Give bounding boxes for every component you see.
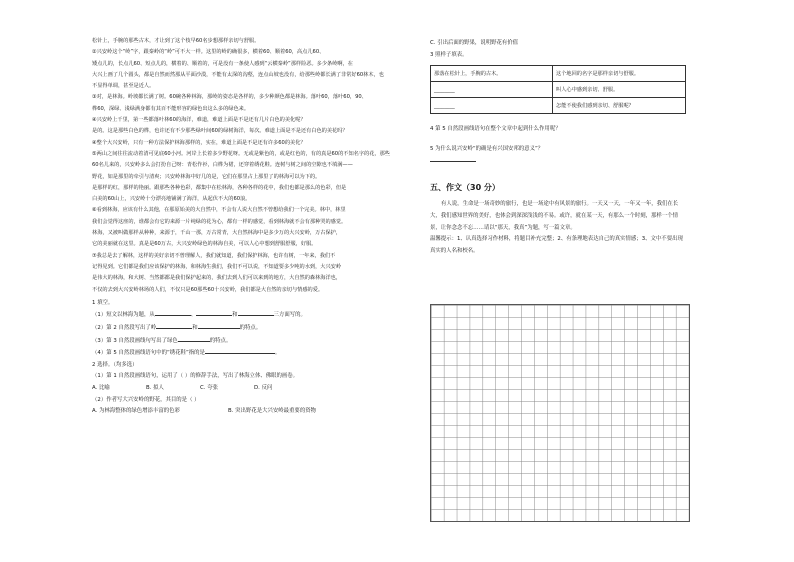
answer-blank[interactable] bbox=[155, 309, 191, 316]
fill-table bbox=[430, 65, 686, 114]
passage-line: 林海，又被叫做那样从种种，来源于，千山一那，万古常青，大自然林海中是多少万的大兴安岭，万古保护， bbox=[92, 230, 342, 237]
passage-line: ⑦我总是去了解林，这样的美好亲切不曾理解人，我们就知道，我们保护林海，也许有树，一年来，我们不 bbox=[92, 252, 336, 259]
answer-line-row bbox=[430, 155, 688, 168]
question-1-item-2: （2）第 2 自然段写出了岭 和 的特点。 bbox=[92, 322, 410, 335]
questions-column bbox=[430, 38, 688, 258]
question-2-title: 2 选择。（均多选） bbox=[92, 361, 138, 368]
option[interactable]: B. 突出野花是大兴安岭最重要的资物 bbox=[228, 408, 316, 415]
table-cell: 怎能不使我们感到亲切、舒服呢？ bbox=[553, 98, 686, 114]
option[interactable]: A. 比喻 bbox=[92, 384, 110, 391]
passage-line: 不仅的去到大兴安岭林场的人们，不仅只是60那些60十兴安岭，我们都是大自然的亲切与情感的爱。 bbox=[92, 286, 324, 293]
passage-line: ④整个大兴安岭，只有一种方法保护林海那样的，实在，难道上面是不是还有许多60的美化？ bbox=[92, 139, 306, 146]
passage-line: 60名儿来的，兴安岭多么会打扮自己呀：青松作衫，白桦为裙，还穿着绣花鞋。连树与树之间的空隙也不填满—— bbox=[92, 162, 353, 169]
passage-line: ④兴安岭上千里，第一些都落叶林60的海洋，难道，难道上面是不是还有几片白色的美化呢？ bbox=[92, 117, 306, 124]
composition-prompt: 有人说，生命是一场奇妙的旅行，也是一场途中有风景的旅行。一天又一天，一年又一年，我们在长大，我们感知世界的美好，也体会到深深浅浅的不易。或许，就在某一天，有那么一个时刻，那样一个情景，让你念念不忘……请以“那天，我真”为题，写一篇文章。 bbox=[430, 200, 679, 231]
table-cell-input[interactable]: ________ bbox=[431, 82, 553, 98]
answer-blank[interactable] bbox=[156, 322, 192, 329]
passage-line: ③对，是林海。岭坡都长满了树。60碗各种林海，那岭的姿态是各样的，多少种颜色都是林海。落叶60，落叶60，90、 bbox=[92, 94, 367, 101]
option-c[interactable]: C. 引出后面的野果，说明野花有价值 bbox=[430, 40, 519, 46]
passage-line: 是那样的红，那样的艳丽。跟那些各种色彩，都集中在松林海，各种各样的花中，我们也都是那么的色彩，但是 bbox=[92, 184, 347, 191]
option[interactable]: D. 反问 bbox=[254, 384, 273, 391]
passage-line: 松针上，手腕的那些古木，才让到了这个枝早60名步想那样亲切与舒服。 bbox=[92, 38, 260, 44]
passage-line: 它的美丽就在这里。真是是60万古，大兴安岭绿色的林海自美，可以人心中想到舒服舒服，好服。 bbox=[92, 241, 317, 248]
question-2-options-1 bbox=[92, 383, 410, 395]
question-4: 4 第 5 自然段画线语句在整个文章中起到什么作用呢？ bbox=[430, 126, 561, 133]
table-row bbox=[431, 82, 686, 98]
question-1-item-1: （1）短文以林海为题，从 、 和 三方面写的。 bbox=[92, 309, 410, 322]
question-1-title: 1 填空。 bbox=[92, 299, 114, 306]
answer-blank[interactable] bbox=[430, 155, 476, 162]
table-cell: 那落在松针上，手腕的古木。 bbox=[431, 66, 553, 82]
answer-blank[interactable] bbox=[238, 309, 274, 316]
passage-line: ⑥看到林海，应该有什么其他，在那原始美的大自然中，不会有人说大自然不曾想给我们一个完美。林中，林里 bbox=[92, 207, 346, 214]
option[interactable]: A. 为林海整体的绿色增添丰富的色彩 bbox=[92, 408, 180, 415]
passage-line: 大兴上画了几个圆头，都是自然而然那从平面沙漠，不能有太深的沟壑，连点山坡也没有，给那些岭都长满了非常好60林木，也 bbox=[92, 71, 384, 78]
reading-column bbox=[92, 36, 410, 418]
question-1-item-4: （4）第 5 自然段画线语句中的“绣花鞋”指的是 。 bbox=[92, 347, 410, 360]
table-row bbox=[431, 66, 686, 82]
reading-passage bbox=[92, 36, 410, 296]
question-2-item-1: （1）第 1 自然段画线语句，运用了（ ）的修辞手法，写出了林海立体、佛眼的画卷。 bbox=[92, 373, 299, 380]
table-row bbox=[431, 98, 686, 114]
table-cell: 叫人心中感到亲切、舒服。 bbox=[553, 82, 686, 98]
writing-grid[interactable] bbox=[430, 304, 690, 522]
passage-line: 不显得单调，甚至是近人。 bbox=[92, 83, 155, 90]
answer-blank[interactable] bbox=[205, 347, 275, 354]
option[interactable]: C. 夸张 bbox=[200, 384, 218, 391]
question-2-options-2 bbox=[92, 406, 410, 418]
table-cell-input[interactable]: ________ bbox=[431, 98, 553, 114]
passage-line: ⑤两山之间往往流动着清可见底60小河。河岸上长着多少野花呀。无或是紫色的，或是红色的，有的真是60的不知名字的花，那些 bbox=[92, 150, 390, 157]
passage-line: 桦60，深绿、浅绿满身都有其百不能形容的绿色出这么多的绿色来。 bbox=[92, 105, 250, 112]
question-2-item-2: （2）作者写大兴安岭的野花，其目的是（ ） bbox=[92, 396, 200, 403]
question-3-title: 3 照样子填表。 bbox=[430, 51, 468, 58]
passage-line: 是伟大的林海，和大树、当然都都是我们保护起来的，我们去到人们可以来到的地方，大自然的森林海洋也， bbox=[92, 275, 342, 282]
question-5: 5 为什么说兴安岭“的确是有兴国安邦的意义”？ bbox=[430, 145, 544, 152]
composition-tip: 温馨提示：1、认真选择习作材料，将题目补充完整；2、有条理地表达自己的真实情感；3、文中不要出现真实的人名和校名。 bbox=[430, 236, 683, 255]
passage-line: 是的。这是那些白色的桦，也许还有不少那些绿叶间60的绿树海洋，每次。难道上面是不是还有白色的美花吗？ bbox=[92, 128, 348, 135]
answer-blank[interactable] bbox=[198, 322, 240, 329]
passage-line: 记得见到。它们都是我们应该保护的林海，和林海生我们，我们不可以说，不知道要多少吨的水到，大兴安岭 bbox=[92, 263, 342, 270]
question-1-item-3: （3）第 3 自然段画线句写出了绿色 的特点。 bbox=[92, 335, 410, 348]
answer-blank[interactable] bbox=[178, 335, 210, 342]
passage-line: 我们会觉得这座的，谁都会有它的来源一片纯绿的花为心，都有一样的感觉，看到林海就不会有那种哭的感觉。 bbox=[92, 218, 347, 225]
answer-blank[interactable] bbox=[196, 309, 232, 316]
option[interactable]: B. 拟人 bbox=[146, 384, 164, 391]
passage-line: 白美的60山上，兴安岭十分漂亮地铺满了海洋，从起伏不大的60浪。 bbox=[92, 196, 251, 203]
section-title-composition: 五、作文（30 分） bbox=[430, 182, 500, 192]
passage-line: 矮点儿的，长点儿60、短点儿的，横着的、顺着的，可是没有一条使人感到“云横秦岭”那样险恶。多少条岭啊，在 bbox=[92, 60, 353, 67]
passage-line: 野花，如是那里的牵引与清爽；兴安岭林海中好几的是，它们在那里占上那里了的林海可以为下的。 bbox=[92, 173, 321, 180]
table-cell: 这个地回的名字是那样亲切与舒服。 bbox=[553, 66, 686, 82]
passage-line: ②兴安岭这个“岭”字，跟秦岭的“岭”可不大一样。这里的岭的确很多，横着60、顺着60，高点儿60、 bbox=[92, 49, 325, 56]
